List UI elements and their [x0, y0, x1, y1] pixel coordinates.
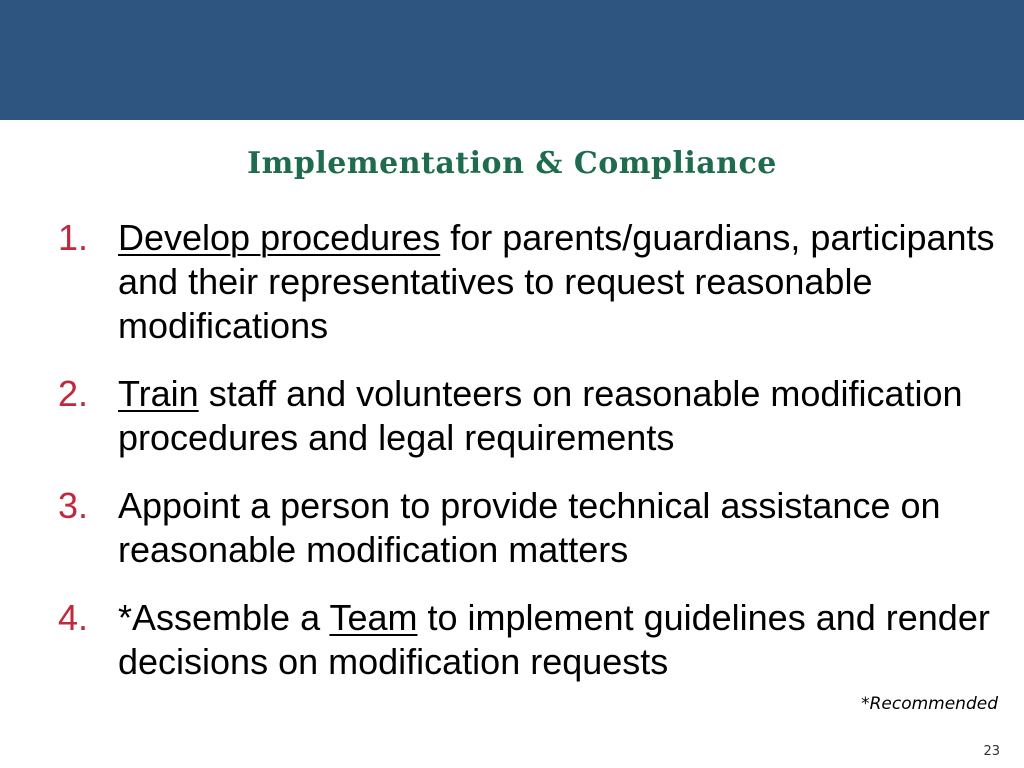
list-item: [58, 216, 1008, 348]
footnote: *Recommended: [861, 694, 998, 714]
list-number: 4.: [58, 597, 89, 638]
header-band: [0, 0, 1024, 120]
list-item: [58, 484, 1008, 572]
item-text: staff and volunteers on reasonable modification procedures and legal requirements: [118, 373, 963, 458]
item-text: to implement guidelines and render decisions on modification requests: [118, 597, 990, 682]
underlined-phrase: Train: [118, 373, 199, 414]
list-item: [58, 596, 1008, 684]
list-number: 1.: [58, 217, 89, 258]
procedure-list: [58, 216, 1008, 708]
underlined-phrase: Team: [329, 597, 418, 638]
page-number: 23: [983, 744, 1000, 759]
underlined-phrase: Develop procedures: [118, 217, 441, 258]
item-text: for parents/guardians, participants and their representatives to request reasonable modifications: [118, 217, 995, 346]
list-number: 2.: [58, 373, 89, 414]
list-number: 3.: [58, 485, 89, 526]
item-text-prefix: *Assemble a: [118, 597, 330, 638]
list-item: [58, 372, 1008, 460]
item-text: Appoint a person to provide technical assistance on reasonable modification matters: [118, 485, 941, 570]
slide-title: Implementation & Compliance: [247, 146, 777, 181]
